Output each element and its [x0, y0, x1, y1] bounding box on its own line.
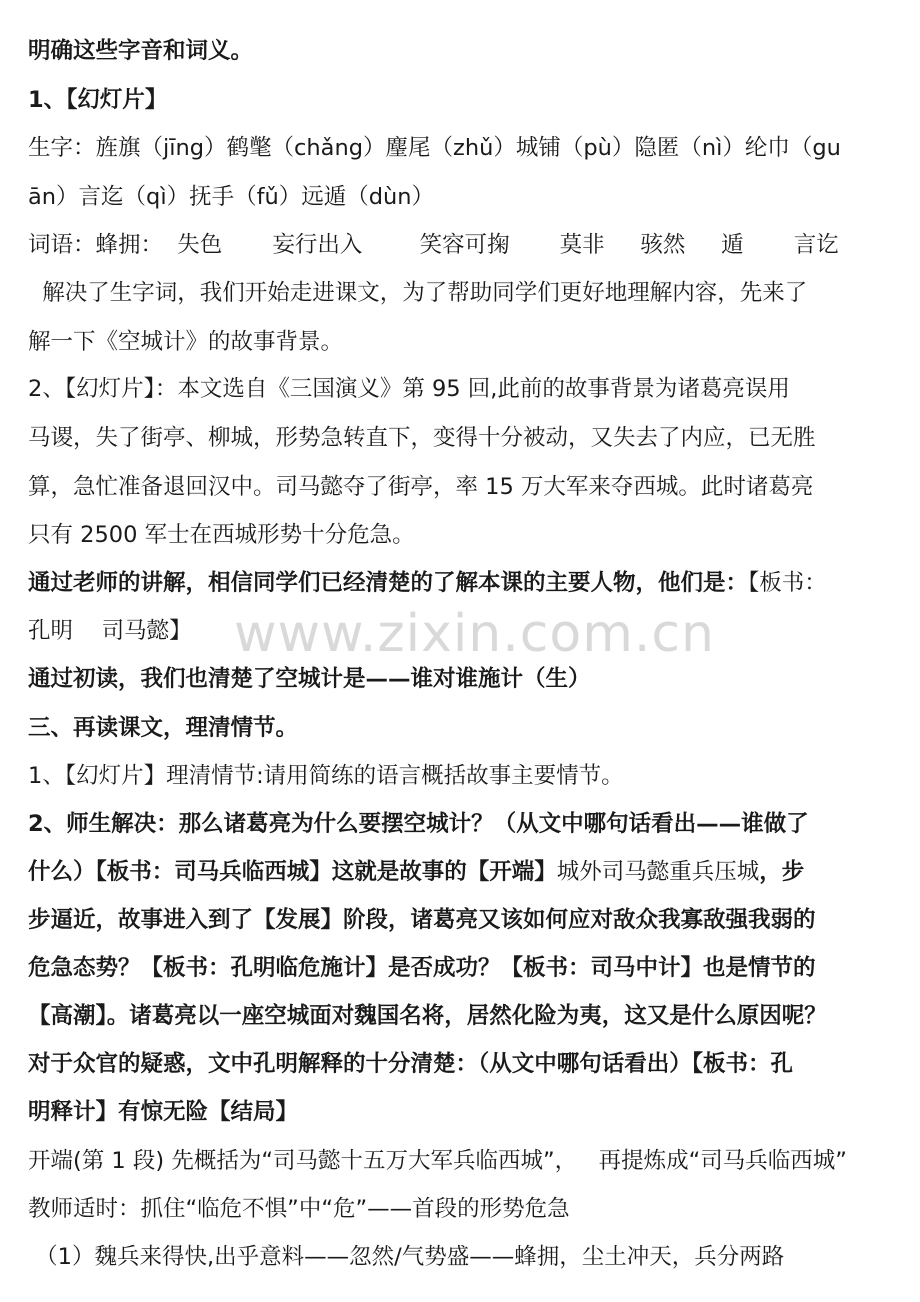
section-heading: 三、再读课文，理清情节。	[28, 715, 299, 741]
paragraph-line: 孔明 司马懿】	[28, 618, 192, 644]
paragraph-line: 对于众官的疑惑，文中孔明解释的十分清楚：（从文中哪句话看出）【板书：孔	[28, 1051, 794, 1077]
paragraph-line: 词语：蜂拥： 失色 妄行出入 笑容可掬 莫非 骇然 遁 言讫	[28, 232, 839, 258]
watermark-text: www.zixin.com.cn	[234, 604, 715, 664]
paragraph-line: 明释计】有惊无险【结局】	[28, 1099, 299, 1125]
paragraph-line: 2、师生解决：那么诸葛亮为什么要摆空城计？（从文中哪句话看出——谁做了	[28, 811, 809, 837]
paragraph-line: 教师适时：抓住“临危不惧”中“危”——首段的形势危急	[28, 1196, 570, 1222]
bold-text: ，步	[759, 859, 805, 885]
paragraph-line: 危急态势？【板书：孔明临危施计】是否成功？【板书：司马中计】也是情节的	[28, 955, 816, 981]
bold-text: 什么）【板书：司马兵临西城】这就是故事的【开端】	[28, 859, 557, 885]
paragraph-line: 生字：旌旗（jīng）鹤氅（chǎng）麈尾（zhǔ）城铺（pù）隐匿（nì）纶巾（gu	[28, 135, 841, 161]
paragraph-line: 马谡，失了街亭、柳城，形势急转直下，变得十分被动，又失去了内应，已无胜	[28, 425, 816, 451]
paragraph-line: 算，急忙准备退回汉中。司马懿夺了街亭，率 15 万大军来夺西城。此时诸葛亮	[28, 474, 814, 500]
paragraph-line: 明确这些字音和词义。	[28, 38, 254, 64]
paragraph-line: ān）言迄（qì）抚手（fǔ）远遁（dùn）	[28, 184, 435, 210]
paragraph-line: 只有 2500 军士在西城形势十分危急。	[28, 522, 415, 548]
paragraph-line: 解决了生字词，我们开始走进课文，为了帮助同学们更好地理解内容，先来了	[28, 280, 808, 306]
paragraph-line	[28, 857, 804, 887]
paragraph-line: 1、【幻灯片】理清情节:请用简练的语言概括故事主要情节。	[28, 763, 624, 789]
paragraph-line: 步逼近，故事进入到了【发展】阶段，诸葛亮又该如何应对敌众我寡敌强我弱的	[28, 907, 816, 933]
paragraph-line: （1）魏兵来得快,出乎意料——忽然/气势盛——蜂拥，尘土冲天，兵分两路	[28, 1244, 785, 1270]
bold-text: 通过老师的讲解，相信同学们已经清楚的了解本课的主要人物，他们是：	[28, 570, 749, 596]
paragraph-line: 通过初读，我们也清楚了空城计是——谁对谁施计（生）	[28, 666, 591, 692]
paragraph-line: 1、【幻灯片】	[28, 87, 168, 113]
paragraph-line: 开端(第 1 段) 先概括为“司马懿十五万大军兵临西城”， 再提炼成“司马兵临西城”	[28, 1148, 847, 1174]
board-note: 【板书：	[748, 570, 827, 596]
plain-text: 城外司马懿重兵压城	[556, 859, 760, 885]
paragraph-line: 2、【幻灯片】：本文选自《三国演义》第 95 回,此前的故事背景为诸葛亮误用	[28, 376, 790, 402]
paragraph-line	[28, 568, 827, 598]
paragraph-line: 解一下《空城计》的故事背景。	[28, 329, 344, 355]
paragraph-line: 【高潮】。诸葛亮以一座空城面对魏国名将，居然化险为夷，这又是什么原因呢？	[28, 1003, 827, 1029]
